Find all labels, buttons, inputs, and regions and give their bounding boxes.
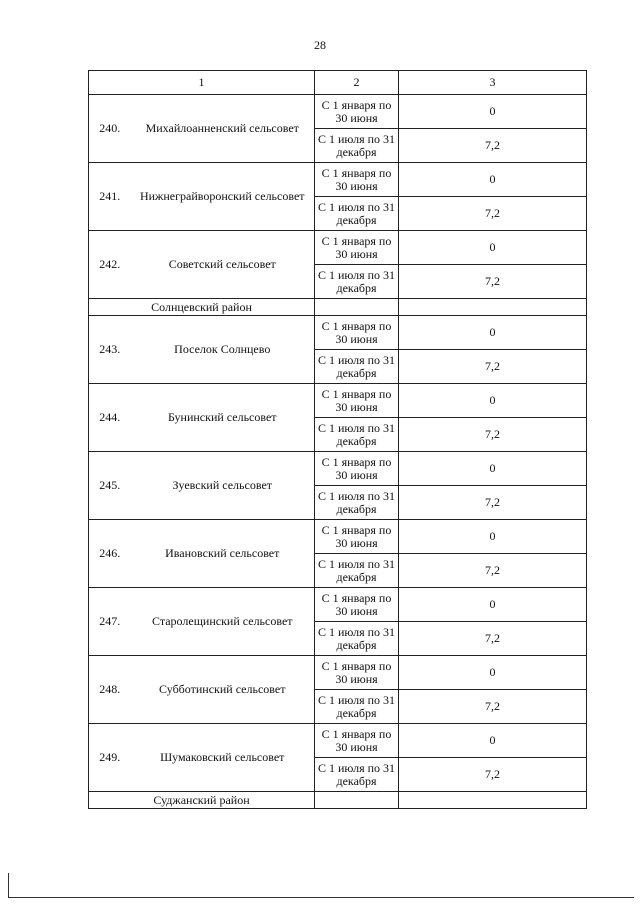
period-second-half: С 1 июля по 31 декабря <box>315 197 399 231</box>
rate-first-half: 0 <box>399 452 587 486</box>
period-first-half: С 1 января по 30 июня <box>315 316 399 350</box>
period-first-half: С 1 января по 30 июня <box>315 384 399 418</box>
municipality-name: Нижнеграйворонский сельсовет <box>131 163 315 231</box>
period-second-half: С 1 июля по 31 декабря <box>315 622 399 656</box>
empty-cell <box>399 299 587 316</box>
municipality-name: Советский сельсовет <box>131 231 315 299</box>
rate-first-half: 0 <box>399 656 587 690</box>
table-row <box>89 316 587 350</box>
district-row <box>89 792 587 809</box>
page-edge-mark <box>8 873 9 897</box>
rate-first-half: 0 <box>399 163 587 197</box>
rate-second-half: 7,2 <box>399 197 587 231</box>
rate-first-half: 0 <box>399 95 587 129</box>
rate-second-half: 7,2 <box>399 758 587 792</box>
rate-first-half: 0 <box>399 588 587 622</box>
rate-first-half: 0 <box>399 724 587 758</box>
row-number: 248. <box>89 656 131 724</box>
row-number: 249. <box>89 724 131 792</box>
period-first-half: С 1 января по 30 июня <box>315 163 399 197</box>
table-row <box>89 95 587 129</box>
rate-second-half: 7,2 <box>399 129 587 163</box>
period-first-half: С 1 января по 30 июня <box>315 724 399 758</box>
period-first-half: С 1 января по 30 июня <box>315 452 399 486</box>
period-first-half: С 1 января по 30 июня <box>315 520 399 554</box>
column-header-3: 3 <box>399 71 587 95</box>
rate-second-half: 7,2 <box>399 690 587 724</box>
period-second-half: С 1 июля по 31 декабря <box>315 129 399 163</box>
period-second-half: С 1 июля по 31 декабря <box>315 690 399 724</box>
row-number: 246. <box>89 520 131 588</box>
rate-second-half: 7,2 <box>399 554 587 588</box>
rate-first-half: 0 <box>399 316 587 350</box>
rate-second-half: 7,2 <box>399 265 587 299</box>
row-number: 242. <box>89 231 131 299</box>
column-header-2: 2 <box>315 71 399 95</box>
column-header-1: 1 <box>89 71 315 95</box>
period-first-half: С 1 января по 30 июня <box>315 231 399 265</box>
rate-second-half: 7,2 <box>399 350 587 384</box>
period-second-half: С 1 июля по 31 декабря <box>315 758 399 792</box>
empty-cell <box>315 792 399 809</box>
municipality-name: Михайлоанненский сельсовет <box>131 95 315 163</box>
table-row <box>89 452 587 486</box>
municipality-name: Поселок Солнцево <box>131 316 315 384</box>
rate-first-half: 0 <box>399 231 587 265</box>
period-second-half: С 1 июля по 31 декабря <box>315 554 399 588</box>
table-row <box>89 656 587 690</box>
district-name: Суджанский район <box>89 792 315 809</box>
rate-second-half: 7,2 <box>399 486 587 520</box>
table-row <box>89 520 587 554</box>
rate-second-half: 7,2 <box>399 418 587 452</box>
rate-second-half: 7,2 <box>399 622 587 656</box>
row-number: 240. <box>89 95 131 163</box>
row-number: 245. <box>89 452 131 520</box>
table-row <box>89 163 587 197</box>
row-number: 244. <box>89 384 131 452</box>
page-bottom-line <box>8 897 634 898</box>
district-row <box>89 299 587 316</box>
rate-first-half: 0 <box>399 520 587 554</box>
period-first-half: С 1 января по 30 июня <box>315 656 399 690</box>
table-row <box>89 231 587 265</box>
period-first-half: С 1 января по 30 июня <box>315 95 399 129</box>
period-first-half: С 1 января по 30 июня <box>315 588 399 622</box>
rates-table <box>88 70 587 809</box>
table-body <box>89 95 587 809</box>
row-number: 247. <box>89 588 131 656</box>
rate-first-half: 0 <box>399 384 587 418</box>
municipality-name: Старолещинский сельсовет <box>131 588 315 656</box>
table-row <box>89 384 587 418</box>
table-row <box>89 588 587 622</box>
empty-cell <box>399 792 587 809</box>
municipality-name: Шумаковский сельсовет <box>131 724 315 792</box>
municipality-name: Ивановский сельсовет <box>131 520 315 588</box>
district-name: Солнцевский район <box>89 299 315 316</box>
municipality-name: Бунинский сельсовет <box>131 384 315 452</box>
table-header-row <box>89 71 587 95</box>
period-second-half: С 1 июля по 31 декабря <box>315 418 399 452</box>
empty-cell <box>315 299 399 316</box>
municipality-name: Субботинский сельсовет <box>131 656 315 724</box>
period-second-half: С 1 июля по 31 декабря <box>315 265 399 299</box>
period-second-half: С 1 июля по 31 декабря <box>315 486 399 520</box>
municipality-name: Зуевский сельсовет <box>131 452 315 520</box>
row-number: 243. <box>89 316 131 384</box>
row-number: 241. <box>89 163 131 231</box>
table-row <box>89 724 587 758</box>
period-second-half: С 1 июля по 31 декабря <box>315 350 399 384</box>
page-number: 28 <box>314 38 326 52</box>
